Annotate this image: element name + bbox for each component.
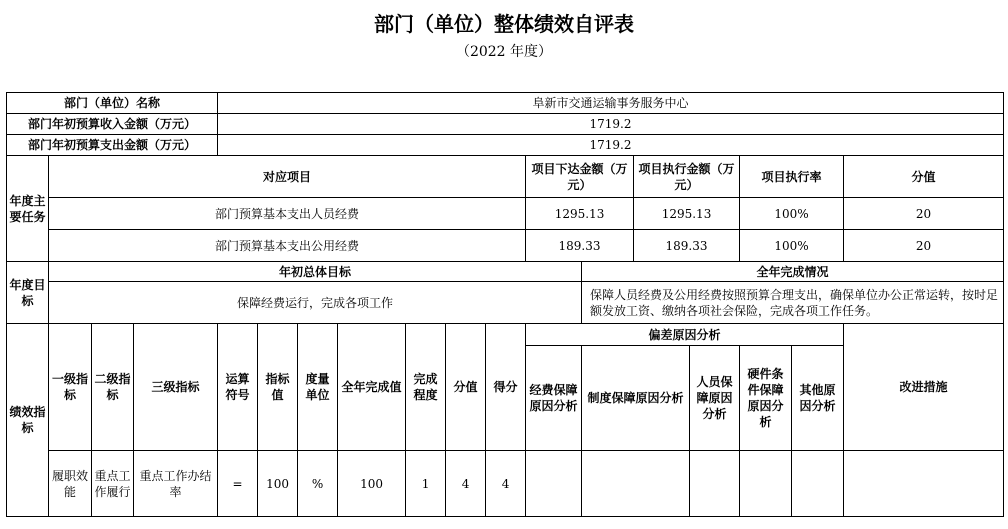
tasks-section-label: 年度主要任务 <box>7 156 49 262</box>
header-score-value: 分值 <box>446 324 486 451</box>
indicator-operator: = <box>218 451 258 517</box>
header-dev-personnel: 人员保障原因分析 <box>690 346 740 451</box>
header-dev-hardware: 硬件条件保障原因分析 <box>740 346 792 451</box>
indicator-score: 4 <box>486 451 526 517</box>
indicator-dev-hardware <box>740 451 792 517</box>
indicator-dev-personnel <box>690 451 740 517</box>
task-row <box>7 198 1004 230</box>
income-value: 1719.2 <box>218 114 1004 135</box>
task-item: 部门预算基本支出人员经费 <box>49 198 526 230</box>
task-item: 部门预算基本支出公用经费 <box>49 230 526 262</box>
header-operator: 运算符号 <box>218 324 258 451</box>
expense-label: 部门年初预算支出金额（万元） <box>7 135 218 156</box>
header-level1: 一级指标 <box>49 324 92 451</box>
indicator-completion: 1 <box>406 451 446 517</box>
page-title: 部门（单位）整体绩效自评表 <box>374 12 634 36</box>
expense-row <box>7 135 1004 156</box>
dept-name-value: 阜新市交通运输事务服务中心 <box>218 93 1004 114</box>
task-rate: 100% <box>740 230 844 262</box>
header-dev-other: 其他原因分析 <box>792 346 844 451</box>
goals-initial-text: 保障经费运行，完成各项工作 <box>49 282 582 324</box>
goals-content-row <box>7 282 1004 324</box>
tasks-header-score-value: 分值 <box>844 156 1004 198</box>
goals-initial-header: 年初总体目标 <box>49 262 582 282</box>
indicator-annual: 100 <box>338 451 406 517</box>
task-executed: 1295.13 <box>634 198 740 230</box>
indicator-score-value: 4 <box>446 451 486 517</box>
dept-name-row <box>7 93 1004 114</box>
tasks-header-executed: 项目执行金额（万元） <box>634 156 740 198</box>
header-unit: 度量单位 <box>298 324 338 451</box>
expense-value: 1719.2 <box>218 135 1004 156</box>
tasks-header-row <box>7 156 1004 198</box>
header-level3: 三级指标 <box>134 324 218 451</box>
self-evaluation-table <box>6 92 1004 517</box>
task-rate: 100% <box>740 198 844 230</box>
tasks-header-rate: 项目执行率 <box>740 156 844 198</box>
header-dev-system: 制度保障原因分析 <box>582 346 690 451</box>
goals-completion-text: 保障人员经费及公用经费按照预算合理支出，确保单位办公正常运转，按时足额发放工资、缴纳各项社会保险，完成各项工作任务。 <box>582 282 1004 324</box>
task-issued: 189.33 <box>526 230 634 262</box>
header-level2: 二级指标 <box>92 324 134 451</box>
header-score: 得分 <box>486 324 526 451</box>
dept-name-label: 部门（单位）名称 <box>7 93 218 114</box>
income-label: 部门年初预算收入金额（万元） <box>7 114 218 135</box>
indicator-level3: 重点工作办结率 <box>134 451 218 517</box>
indicator-dev-system <box>582 451 690 517</box>
tasks-header-item: 对应项目 <box>49 156 526 198</box>
page-subtitle-year: （2022 年度） <box>455 44 553 60</box>
goals-completion-header: 全年完成情况 <box>582 262 1004 282</box>
header-completion: 完成程度 <box>406 324 446 451</box>
task-executed: 189.33 <box>634 230 740 262</box>
indicator-row <box>7 451 1004 517</box>
task-issued: 1295.13 <box>526 198 634 230</box>
task-row <box>7 230 1004 262</box>
indicator-dev-other <box>792 451 844 517</box>
header-target: 指标值 <box>258 324 298 451</box>
income-row <box>7 114 1004 135</box>
goals-section-label: 年度目标 <box>7 262 49 324</box>
header-improvement: 改进措施 <box>844 324 1004 451</box>
indicator-dev-funding <box>526 451 582 517</box>
indicator-level1: 履职效能 <box>49 451 92 517</box>
header-deviation: 偏差原因分析 <box>526 324 844 346</box>
task-score-value: 20 <box>844 230 1004 262</box>
tasks-header-issued: 项目下达金额（万元） <box>526 156 634 198</box>
goals-header-row <box>7 262 1004 282</box>
header-dev-funding: 经费保障原因分析 <box>526 346 582 451</box>
indicator-unit: % <box>298 451 338 517</box>
indicators-header-row-1 <box>7 324 1004 346</box>
header-annual: 全年完成值 <box>338 324 406 451</box>
indicator-level2: 重点工作履行 <box>92 451 134 517</box>
indicator-target: 100 <box>258 451 298 517</box>
task-score-value: 20 <box>844 198 1004 230</box>
indicators-section-label: 绩效指标 <box>7 324 49 517</box>
indicator-improvement <box>844 451 1004 517</box>
